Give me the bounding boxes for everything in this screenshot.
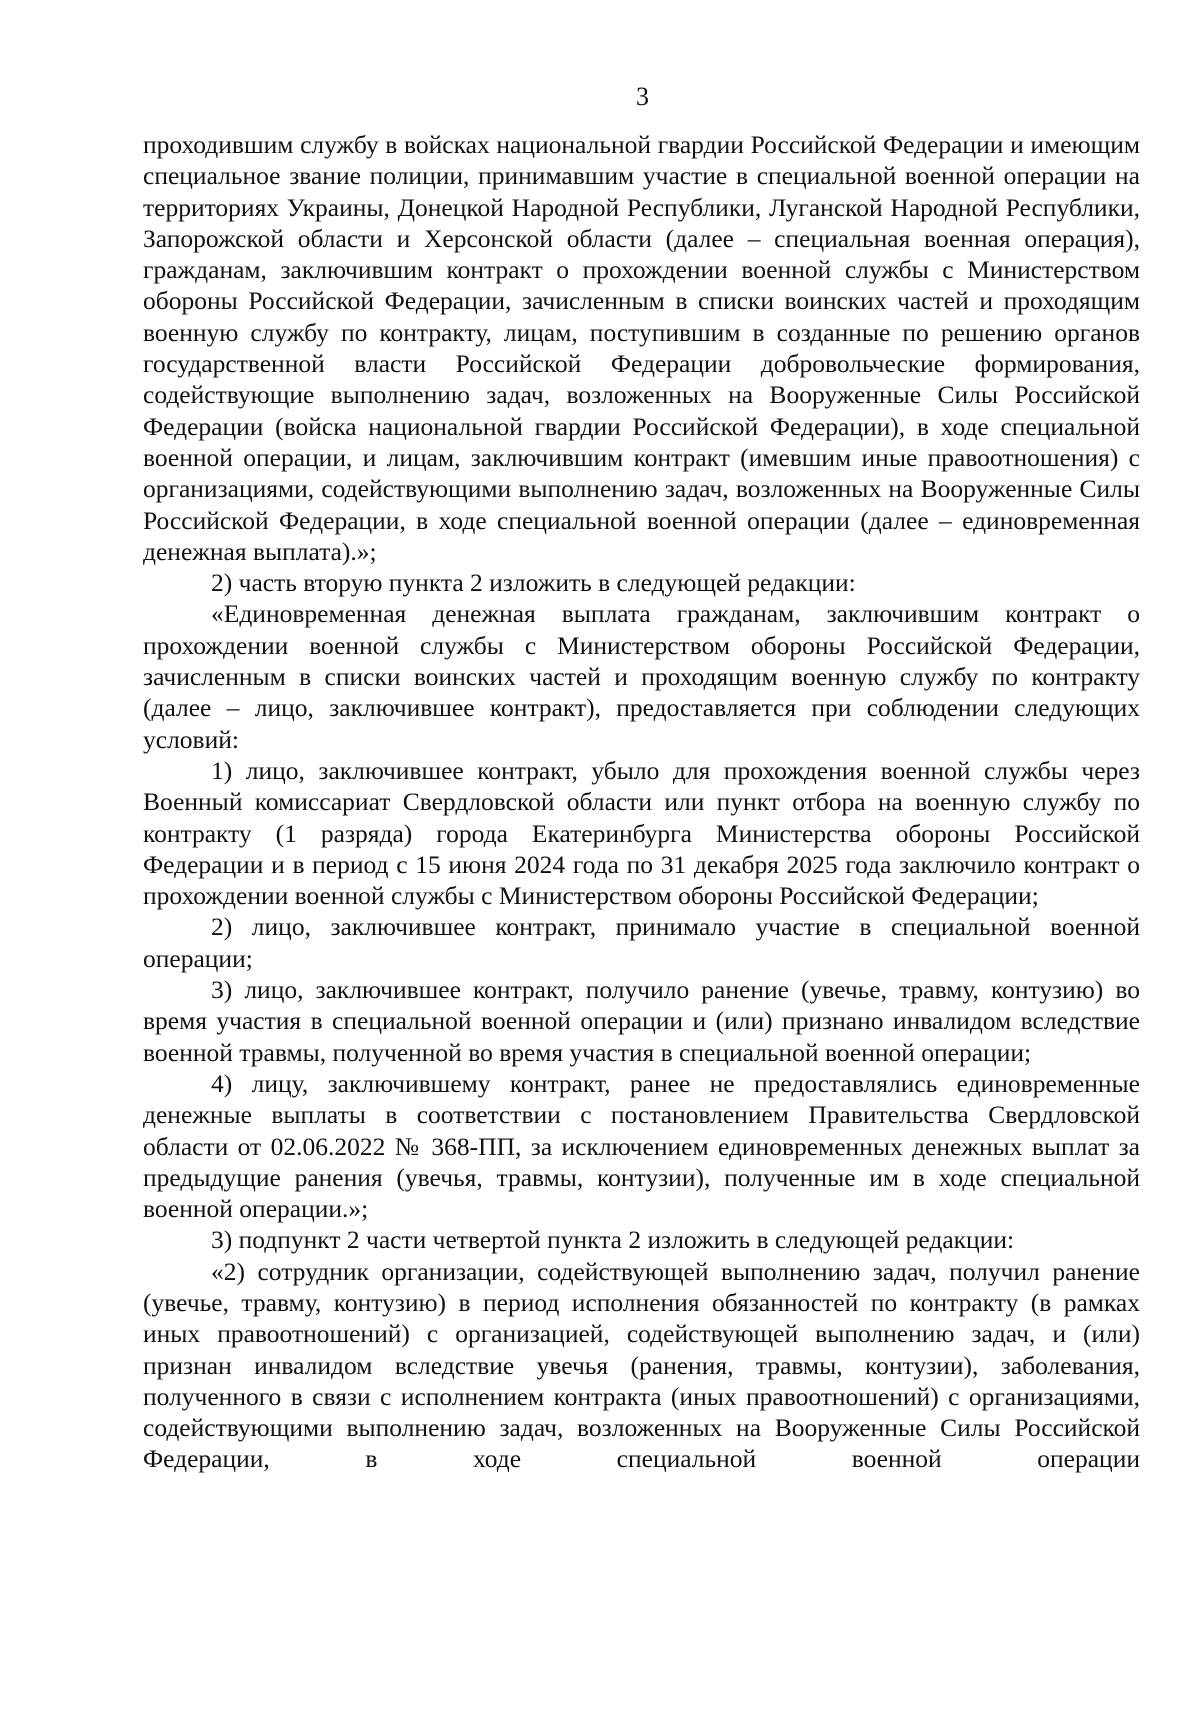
paragraph-condition-3: 3) лицо, заключившее контракт, получило ранение (увечье, травму, контузию) во время участия в специальной военной операции и (или) признано инвалидом вследствие военной травмы, полученной во время участия в специальной военной операции; — [143, 975, 1140, 1067]
paragraph-quote-subitem-2: «2) сотрудник организации, содействующей выполнению задач, получил ранение (увечье, травму, контузию) в период исполнения обязанностей по контракту (в рамках иных правоотношений) с организацией, содействующей выполнению задач, и (или) признан инвалидом вследствие увечья (ранения, травмы, контузии), заболевания, полученного в связи с исполнением контракта (иных правоотношений) с организациями, содействующими выполнению задач, возложенных на Вооруженные Силы Российской Федерации, в ходе специальной военной операции — [143, 1256, 1140, 1474]
page-number: 3 — [636, 82, 649, 111]
paragraph-condition-4: 4) лицу, заключившему контракт, ранее не предоставлялись единовременные денежные выплаты в соответствии с постановлением Правительства Свердловской области от 02.06.2022 № 368-ПП, за исключением единовременных денежных выплат за предыдущие ранения (увечья, травмы, контузии), полученные им в ходе специальной военной операции.»; — [143, 1068, 1140, 1224]
document-body — [143, 129, 1140, 1475]
paragraph-condition-2: 2) лицо, заключившее контракт, принимало участие в специальной военной операции; — [143, 912, 1140, 973]
paragraph-item-3: 3) подпункт 2 части четвертой пункта 2 изложить в следующей редакции: — [211, 1225, 1015, 1255]
paragraph-condition-1: 1) лицо, заключившее контракт, убыло для прохождения военной службы через Военный комиссариат Свердловской области или пункт отбора на военную службу по контракту (1 разряда) города Екатеринбурга Министерства обороны Российской Федерации и в период с 15 июня 2024 года по 31 декабря 2025 года заключило контракт о прохождении военной службы с Министерством обороны Российской Федерации; — [143, 755, 1140, 911]
paragraph-quote-payment: «Единовременная денежная выплата гражданам, заключившим контракт о прохождении военной службы с Министерством обороны Российской Федерации, зачисленным в списки воинских частей и проходящим военную службу по контракту (далее – лицо, заключившее контракт), предоставляется при соблюдении следующих условий: — [143, 599, 1140, 754]
paragraph-item-2: 2) часть вторую пункта 2 изложить в следующей редакции: — [211, 568, 856, 598]
paragraph-continuation: проходившим службу в войсках национальной гвардии Российской Федерации и имеющим специальное звание полиции, принимавшим участие в специальной военной операции на территориях Украины, Донецкой Народной Республики, Луганской Народной Республики, Запорожской области и Херсонской области (далее – специальная военная операция), гражданам, заключившим контракт о прохождении военной службы с Министерством обороны Российской Федерации, зачисленным в списки воинских частей и проходящим военную службу по контракту, лицам, поступившим в созданные по решению органов государственной власти Российской Федерации добровольческие формирования, содействующие выполнению задач, возложенных на Вооруженные Силы Российской Федерации (войска национальной гвардии Российской Федерации), в ходе специальной военной операции, и лицам, заключившим контракт (имевшим иные правоотношения) с организациями, содействующими выполнению задач, возложенных на Вооруженные Силы Российской Федерации, в ходе специальной военной операции (далее – единовременная денежная выплата).»; — [143, 130, 1140, 566]
